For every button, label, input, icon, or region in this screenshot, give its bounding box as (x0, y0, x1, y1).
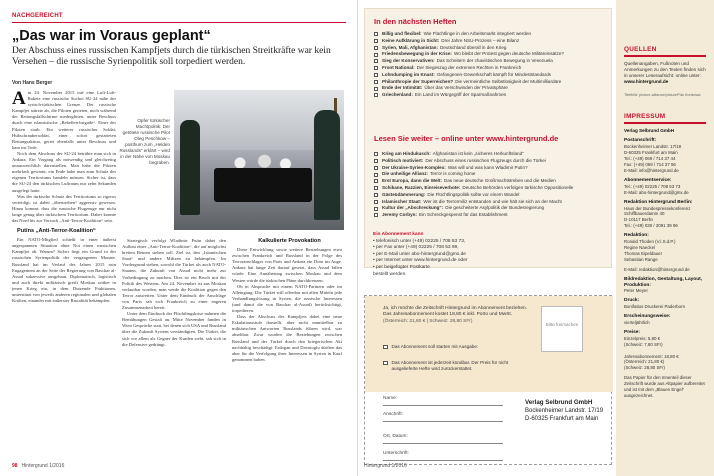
online-title: Lesen Sie weiter – online unter www.hintergrund.de (374, 134, 559, 143)
impressum-block-heading: Abonnementservice: (624, 177, 672, 183)
impressum-block (616, 298, 714, 310)
verlag-name (616, 128, 714, 134)
col3-paragraph: Dass der Abschuss des Kampfjets dabei eine neue Eskalationsstufe darstellt, aber nicht unmittelbar zu militärischen Antworten Russlands führen wird, war absehbar. Zwar wurden die Beziehungen zwischen Russland und der Türkei durch den kriegerischen Akt nachhaltig beschädigt. Erdogan und Davutoglu dürften das aber für die Verfolgung ihrer Interessen in Syrien in Kauf genommen haben. (232, 314, 342, 362)
stamp-box: Bitte freimachen (541, 306, 583, 352)
preview-item-text: Deutschland überall in den Krieg (439, 44, 507, 50)
checkbox-icon[interactable] (374, 200, 378, 204)
impressum-block-heading: Postanschrift: (624, 138, 657, 144)
article-column-2 (122, 238, 226, 460)
online-item[interactable] (374, 171, 606, 178)
checkbox-icon[interactable] (374, 213, 378, 217)
preview-title: In den nächsten Heften (374, 17, 457, 26)
coupon-field-signature[interactable]: Unterschrift: (383, 451, 503, 461)
preview-item-text: Über das Verschwinden der Privatsphäre (424, 85, 508, 91)
drop-cap: A (12, 90, 26, 109)
online-item-topic: Kultur der „Abschreckung“: (382, 205, 444, 211)
article-column-3 (232, 238, 342, 460)
preview-item[interactable] (374, 58, 606, 65)
online-item-text: Afghanistan ist kein „sicheres Herkunftsland“ (432, 151, 524, 156)
preview-item[interactable] (374, 72, 606, 79)
preview-item-text: Die vermeintliche Selbstlosigkeit der Multimilliardäre (455, 78, 562, 84)
checkbox-icon[interactable] (374, 87, 378, 91)
impressum-block (616, 200, 714, 230)
kicker-rule (12, 22, 346, 23)
impressum-block-text: Bockenheimer Landstr. 17/19 D-60325 Frankfurt am Main Tel.: (+49) 069 / 714 37 44 Fax: (+49) 069 / 714 37 56 E-Mail: info@hintergrund.de (624, 144, 682, 173)
quellen-text (616, 61, 714, 85)
col1-paragraph: Was der türkische Schutz des Territoriums so rigoros verteidigt, ist dabei „übertrieben“ aggressiv gewesen. Hinzu kommt, dass die russische Flugzeuge nur nicht lange genug über türkischem Territorium. Daher konnte das Nord bis zur Versuch „Anti-Terror-Koalition“ sein. (12, 193, 116, 223)
preview-item-topic: Syrien, Mali, Afghanistan: (382, 44, 438, 50)
coupon-intro (383, 306, 533, 325)
online-item[interactable] (374, 178, 606, 185)
online-item-text: Das neue deutsche Großmachtstreben und die Medien (443, 178, 556, 184)
col3-paragraph: Diese Entwicklung sowie weitere Bestrebungen etwa zwischen Frankreich und Russland in der Folge des Terroranschlages von Paris und Ankara ein Dorn im Auge. Ankara hat lange Zeit darauf gesetzt, dass Assad fallen würde. Eine Annäherung zwischen Moskau und dem Westen würde die türkischen Pläne durchkreuzen. (232, 247, 342, 283)
impressum-block-text: Bonifatius Druckerei Paderborn (624, 304, 686, 310)
impressum-rule (624, 122, 706, 124)
impressum-block-text: Das Papier für den Innenteil dieser Zeitschrift wurde aus Altpapier aufbereitet und ist mit dem „Blauen Engel“ ausgezeichnet. (624, 375, 705, 398)
impressum-block-text: Tel.: (+49) 02225 / 708 53 73 E-Mail: abo-hintergrund@gmx.de (624, 183, 689, 195)
coupon-address-street: Bockenheimer Landstr. 17/19 (525, 408, 604, 414)
coupon-check-label: Das Abonnement ist jederzeit kündbar. Der Preis für nicht ausgelieferte Hefte wird zurückerstattet. (391, 360, 509, 371)
coupon-address-city: D-60325 Frankfurt am Main (525, 416, 599, 422)
online-item[interactable] (374, 199, 606, 206)
preview-item-text: Drei Jahre NSU-Prozess – eine Bilanz (441, 37, 520, 43)
coupon-field-address[interactable]: Anschrift: (383, 412, 503, 422)
online-item-topic: Der Ukraine-Syrien-Komplex: (382, 164, 446, 170)
online-item[interactable] (374, 165, 606, 172)
checkbox-icon[interactable] (383, 345, 388, 350)
col2-paragraph: Unter dem Eindruck der Flüchtlingskrise nahmen die Bemühungen Gestalt an. Mitte November fanden in Wien Gespräche statt, bei denen sich USA und Russland über die Zukunft Syriens verständigten. Die Türkei, die sich vor allem als Gegner der Kurden sieht, sah sich in die Defensive gedrängt. (122, 311, 226, 347)
preview-item-topic: Ende der Intimität: (382, 85, 423, 91)
checkbox-icon[interactable] (374, 66, 378, 70)
online-item-topic: Erst Europa, dann die Welt: (382, 178, 442, 184)
online-item[interactable] (374, 212, 606, 219)
checkbox-icon[interactable] (374, 46, 378, 50)
preview-item-topic: Sieg der Konservativen: (382, 58, 435, 64)
online-item-text: Deutsche Behörden verfolgen türkische Oppositionelle (462, 184, 574, 190)
preview-box (364, 8, 612, 268)
preview-item[interactable] (374, 65, 606, 72)
impressum-block-text: Peter Meyer (624, 288, 648, 294)
online-list (374, 151, 606, 219)
subscription-line: • per Fax unter (+49) 02225 / 708 53 99, (373, 245, 459, 251)
preview-item[interactable] (374, 38, 606, 45)
online-item-topic: Islamischer Staat: (382, 198, 422, 204)
preview-item-topic: Philanthropie der Superreichen? (382, 78, 454, 84)
online-item-text: Wer ist die Terrormiliz entstanden und wie hält sie sich an der Macht (423, 198, 562, 204)
article-standfirst: Der Abschuss eines russischen Kampfjets durch die türkischen Streitkräfte war kein Versehen – die russische Syrienpolitik soll torpediert werden. (12, 46, 331, 67)
checkbox-icon[interactable] (374, 32, 378, 36)
subscription-line: bestellt werden. (373, 271, 407, 277)
subscription-coupon (364, 295, 612, 465)
publication-name: Hintergrund 1/2016 (21, 463, 65, 469)
preview-item[interactable] (374, 51, 606, 58)
online-item[interactable] (374, 151, 606, 158)
col2-paragraph: Strategisch verfolgt Wladimir Putin dabei den Aufbau einer „Anti-Terror-Koalition“, die auf möglichst breiten Beinen stehen soll. Ziel ist, den „Islamischen Staat“ und andere Milizen zu bekämpfen. Im Vordergrund stehen, sowohl die Türkei als auch NATO-Staaten, die Zukunft von Assad nicht mehr zur Vorbedingung zu machen. Dies ist ein Bruch mit der Politik des Westens. Am 24. November ist aus Moskau verlautbar worden, man werde die Koalition gegen den Terror ausweiten. Unter dem Eindruck der Anschläge von Paris sah sich Frankreich zu einer engeren Zusammenarbeit bereit. (122, 238, 226, 311)
checkbox-icon[interactable] (374, 186, 378, 190)
preview-item-topic: Billig und flexibel: (382, 31, 422, 36)
subscription-lines (373, 239, 603, 279)
coupon-address (525, 399, 611, 423)
online-item-topic: Krieg am Hindukusch: (382, 151, 431, 156)
subscription-line: • per beigefügter Postkarte (373, 264, 430, 270)
photo-soldier-right (314, 110, 340, 220)
subscription-line: • per Internet unter www.hintergrund.de oder (373, 258, 468, 264)
impressum-block-text: vierteljährlich (624, 320, 650, 326)
impressum-blocks (616, 138, 714, 398)
impressum-block (616, 314, 714, 326)
verlag-label: Verlag Selbrund GmbH (624, 128, 675, 134)
online-item[interactable] (374, 192, 606, 199)
online-item-topic: Politisch motiviert: (382, 157, 424, 163)
photo-credit: Titelbild: picture-alliance/picturePda Konkowa (624, 93, 701, 98)
checkbox-icon[interactable] (383, 361, 388, 366)
preview-item-text: Wie Flüchtlinge in den Arbeitsmarkt integriert werden (423, 31, 532, 36)
article-byline: Von Hans Berger (12, 80, 53, 86)
preview-item-text: Ein Land im Würgegriff der Sparmaßnahmen (414, 92, 507, 98)
preview-item-text: Wo bleibt der Protest gegen deutsche Militäreinsätze? (453, 51, 564, 57)
col1-paragraph: Noch dem Abschuss der SU-24 betrübte man sich in Ankara. Ein Vorgang als notwendig und gleichzeitig unausweichlich darzustellen. Man habe die Piloten mehrfach gewarnt, ein Ende habe man zum Schutz des eigenen Territoriums handeln müssen. Sicher ist, dass die SU-24 den türkischen Luftraum nur zehn Sekunden ausgelegt hatte. (12, 150, 116, 193)
page-number: 98 (12, 463, 18, 469)
coupon-intro-text: Ja, ich möchte die Zeitschrift Hintergrund im Abonnement beziehen. Das Jahresabonnement kostet 18,80 € inkl. Porto und MwSt. (383, 306, 527, 318)
preview-item-topic: Front National: (382, 64, 415, 70)
online-item[interactable] (374, 158, 606, 165)
impressum-block-text: Haus der Bundespressekonferenz Schiffbauerdamm 40 D-10117 Berlin Tel.: (+49) 030 / 2091 39 96 (624, 205, 691, 229)
checkbox-icon[interactable] (374, 159, 378, 163)
coupon-check-label: Das Abonnement soll starten mit Ausgabe: (391, 344, 479, 349)
quellen-body: Quellenangaben, Fußnoten und Anmerkungen zu den Texten finden sich in unserer Leseraufsicht: online unter: (624, 61, 706, 79)
impressum-block-text: E-Mail: redaktion@hintergrund.de (624, 266, 690, 272)
online-item-topic: Jeremy Corbyn: (382, 212, 417, 218)
impressum-block-heading: Redaktion: (624, 233, 649, 239)
right-page (358, 0, 714, 476)
preview-item-text: Der Siegeszug der extremen Rechten in Frankreich (416, 64, 522, 70)
col1-paragraph: Ein NATO-Mitglied schießt in einer äußerst angespannten Situation ohne Not einen russischen Kampfjet ab. Warum? Sicher liegt ein Grund in der russischen Syrienpolitik der vergangenen Monate. Russland hat im Verlauf des Jahres 2015 sein Engagement an der Seite der Regierung von Baschar al-Assad sukzessive ausgebaut. Diplomatisch, logistisch und auch direkt militärisch greift Moskau seither in jenen Krieg ein, in dem Dutzende Fraktionen, unterstützt von jeweils anderen regionalen und globalen Kräften, einander mit äußerster Brutalität bekämpfen. (12, 237, 116, 304)
online-item-text: Ein Schreckgespenst für das Establishment (418, 212, 508, 218)
subscription-info (373, 232, 603, 278)
preview-item[interactable] (374, 92, 606, 99)
impressum-block-heading: Erscheinungsweise: (624, 314, 671, 320)
impressum-block-text: Ronald Thoden (V.i.S.d.P.) Regine Naeckel Thomas Eipeldauer Sebastian Range (624, 239, 676, 262)
photo-caption: Opfer türkischer Machtpolitik: Der getötete russische Pilot Oleg Peschkow – posthum zum „Helden Russlands“ erklärt – wird in der Nähe von Moskau begraben. (119, 118, 170, 165)
impressum-block-heading: Druck: (624, 298, 640, 304)
coupon-address-name: Verlag Selbrund GmbH (525, 399, 593, 406)
coupon-checkbox-start[interactable] (383, 344, 533, 350)
preview-item-topic: Keine Aufklärung in Sicht: (382, 37, 440, 43)
impressum-block (616, 138, 714, 173)
col3-subhead: Kalkulierte Provokation (258, 238, 321, 244)
preview-item[interactable] (374, 79, 606, 86)
online-item-text: Die Flüchtlingspolitik sollte vor einem Wandel (427, 191, 520, 197)
preview-item-topic: Lohndumping im Knast: (382, 71, 435, 77)
impressum-block-heading: Bildredaktion, Gestaltung, Layout, Produktion: (624, 276, 703, 288)
impressum-block (616, 233, 714, 263)
preview-item-text: Das Scheitern der chavistischen Bewegung in Venezuela (436, 58, 553, 64)
photo-soldier-left (180, 120, 200, 215)
col1-first-paragraph: m 24. November 2015 traf eine Luft-Luft-Rakete eine russische Suchoi SU-24 nahe der syrisch-türkischen Grenze. Der russische Kampfjet stürzte ab, die Piloten gerieten, noch während der Rettungsfallschirme niederglitten, unter Beschuss durch eine islamistische „Rebellen-brigade“. Einer der Piloten starb. Ein weiterer russischer Soldat, Hubschraubersoldat, einer sofort gestarteten Rettungsaktion, geriet ebenfalls unter Beschuss und kam ins Tode. (12, 90, 116, 150)
coupon-checkbox-cancel[interactable] (383, 360, 533, 372)
preview-item-text: Gefangenen-Gewerkschaft kämpft für Mindeststandards (436, 71, 551, 77)
preview-item-topic: Friedensbewegung in der Krise: (382, 51, 452, 57)
impressum-block (616, 330, 714, 371)
coupon-intro-note: (Österreich: 21,80 € | Schweiz: 28,80 SFr) (383, 318, 473, 324)
preview-item[interactable] (374, 85, 606, 92)
impressum-block-text: Einzelpreis: 5,80 € (Schweiz: 7,80 SFr) Jahresabonnement: 18,80 € (Österreich: 21,80 €) (Schweiz: 28,80 SFr) (624, 335, 679, 371)
checkbox-icon[interactable] (374, 179, 378, 183)
preview-list (374, 31, 606, 99)
checkbox-icon[interactable] (374, 53, 378, 57)
sidebar (616, 0, 714, 476)
preview-item[interactable] (374, 45, 606, 52)
section-kicker: NACHGEREICHT (12, 13, 63, 19)
page-footer-left (12, 463, 64, 469)
impressum-block (616, 375, 714, 399)
online-item[interactable] (374, 185, 606, 192)
impressum-block (616, 178, 714, 196)
page-footer-right: Hintergrund 1/2016 (364, 463, 407, 469)
online-item-text: Terror is coming home (430, 171, 476, 177)
impressum-block (616, 277, 714, 295)
checkbox-icon[interactable] (374, 59, 378, 63)
coupon-field-name[interactable]: Name: (383, 396, 503, 406)
checkbox-icon[interactable] (374, 207, 378, 211)
preview-item[interactable] (374, 31, 606, 38)
checkbox-icon[interactable] (374, 173, 378, 177)
checkbox-icon[interactable] (374, 152, 378, 156)
article-column-1 (12, 90, 116, 460)
preview-item-topic: Griechenland: (382, 92, 413, 98)
online-item[interactable] (374, 205, 606, 212)
article-headline: „Das war im Voraus geplant“ (12, 28, 211, 44)
online-item-text: Was will und was kann Wladimir Putin? (447, 164, 528, 170)
funeral-photo (174, 90, 344, 230)
col1-subhead: Putins „Anti-Terror-Koalition“ (17, 228, 96, 235)
online-item-topic: Die unheilige Allianz: (382, 171, 429, 177)
quellen-link[interactable]: www.hintergrund.de (624, 79, 669, 85)
photo-coffin (214, 168, 312, 202)
impressum-block (616, 267, 714, 273)
subscription-line: • per E-Mail unter abo-hintergrund@gmx.de (373, 251, 466, 257)
checkbox-icon[interactable] (374, 193, 378, 197)
quellen-rule (624, 55, 706, 57)
subscription-title: Ein Abonnement kann (373, 232, 424, 237)
online-item-text: Der Abschuss eines russischen Flugzeugs durch die Türkei (425, 157, 546, 163)
checkbox-icon[interactable] (374, 73, 378, 77)
impressum-block-heading: Redaktion Hintergrund Berlin: (624, 199, 693, 205)
checkbox-icon[interactable] (374, 93, 378, 97)
subscription-line: • telefonisch unter (+49) 02225 / 708 53 73, (373, 238, 466, 244)
impressum-title: IMPRESSUM (624, 113, 666, 121)
online-item-text: Die gescheiterte Asylpolitik der Bundesregierung (445, 205, 545, 211)
online-item-topic: Schikane, Razzien, Einreiseverbote: (382, 184, 461, 190)
checkbox-icon[interactable] (374, 80, 378, 84)
online-item-topic: Gästeüdämmerung: (382, 191, 426, 197)
coupon-field-date[interactable]: Ort, Datum: (383, 434, 503, 444)
checkbox-icon[interactable] (374, 166, 378, 170)
checkbox-icon[interactable] (374, 39, 378, 43)
impressum-block-heading: Preise: (624, 329, 640, 335)
quellen-title: QUELLEN (624, 46, 657, 53)
col3-paragraph: Ob in Absprache mit einem NATO-Partnern oder im Alleingang: Die Türkei will offenbar mit allen Mitteln jede Verhandlungslösung in Syrien, die russische Interessen (und damit die von Baschar al-Assad) berücksichtigt, torpedieren. (232, 283, 342, 314)
